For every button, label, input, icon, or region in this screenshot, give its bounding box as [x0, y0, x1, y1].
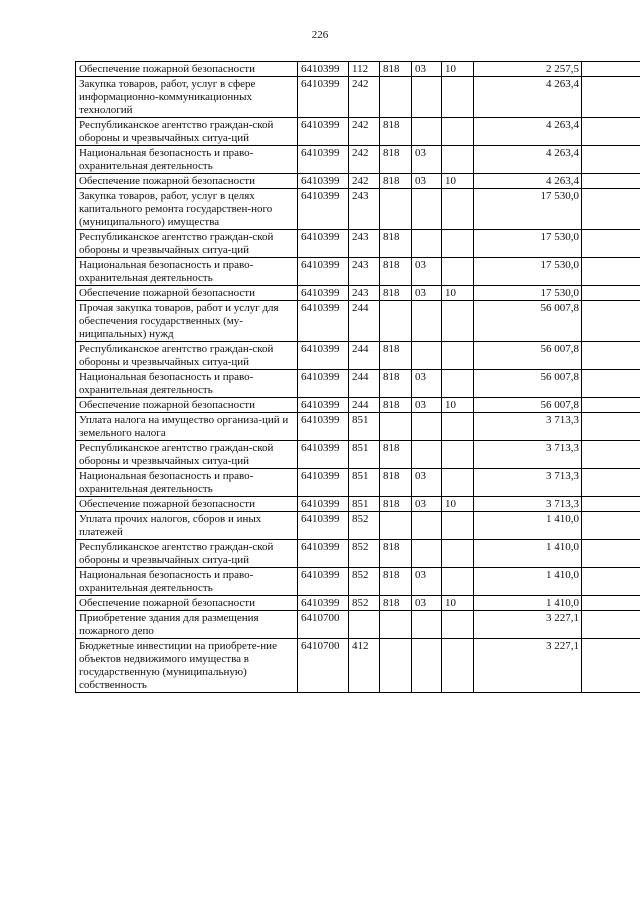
row-grbs-cell: 818 [380, 342, 412, 370]
row-rz-cell [412, 189, 442, 230]
row-vr-cell: 242 [349, 118, 380, 146]
row-pr-cell [442, 77, 474, 118]
budget-table [75, 61, 640, 693]
row-name-cell: Обеспечение пожарной безопасности [76, 596, 298, 611]
table-row [76, 469, 640, 497]
row-grbs-cell [380, 301, 412, 342]
row-grbs-cell: 818 [380, 596, 412, 611]
row-csr-cell: 6410399 [298, 286, 349, 301]
row-name-cell: Республиканское агентство граждан-ской обороны и чрезвычайных ситуа-ций [76, 342, 298, 370]
row-pr-cell [442, 230, 474, 258]
row-sum-cell: 3 227,1 [474, 611, 582, 639]
table-row [76, 441, 640, 469]
table-row [76, 342, 640, 370]
row-vr-cell: 852 [349, 568, 380, 596]
row-sum-cell: 1 410,0 [474, 596, 582, 611]
row-csr-cell: 6410399 [298, 512, 349, 540]
row-name-cell: Обеспечение пожарной безопасности [76, 398, 298, 413]
row-csr-cell: 6410399 [298, 568, 349, 596]
row-grbs-cell: 818 [380, 230, 412, 258]
row-csr-cell: 6410399 [298, 301, 349, 342]
table-row [76, 413, 640, 441]
row-rz-cell [412, 639, 442, 693]
row-grbs-cell [380, 639, 412, 693]
row-sum-cell: 17 530,0 [474, 189, 582, 230]
table-row [76, 370, 640, 398]
row-grbs-cell: 818 [380, 174, 412, 189]
row-empty-cell [582, 540, 640, 568]
row-name-cell: Национальная безопасность и право-охранительная деятельность [76, 370, 298, 398]
row-csr-cell: 6410399 [298, 174, 349, 189]
row-vr-cell: 851 [349, 441, 380, 469]
row-csr-cell: 6410399 [298, 342, 349, 370]
table-row [76, 118, 640, 146]
table-row [76, 611, 640, 639]
row-vr-cell: 851 [349, 413, 380, 441]
row-pr-cell [442, 611, 474, 639]
row-empty-cell [582, 441, 640, 469]
row-pr-cell: 10 [442, 497, 474, 512]
table-row [76, 174, 640, 189]
row-name-cell: Национальная безопасность и право-охранительная деятельность [76, 146, 298, 174]
row-grbs-cell: 818 [380, 497, 412, 512]
row-pr-cell: 10 [442, 286, 474, 301]
row-empty-cell [582, 258, 640, 286]
row-empty-cell [582, 639, 640, 693]
row-grbs-cell: 818 [380, 568, 412, 596]
row-grbs-cell: 818 [380, 441, 412, 469]
row-csr-cell: 6410399 [298, 398, 349, 413]
row-vr-cell: 852 [349, 512, 380, 540]
row-grbs-cell [380, 413, 412, 441]
row-csr-cell: 6410399 [298, 540, 349, 568]
row-pr-cell [442, 540, 474, 568]
row-rz-cell [412, 230, 442, 258]
row-csr-cell: 6410399 [298, 146, 349, 174]
table-row [76, 258, 640, 286]
row-name-cell: Обеспечение пожарной безопасности [76, 497, 298, 512]
row-sum-cell: 1 410,0 [474, 540, 582, 568]
row-rz-cell [412, 512, 442, 540]
row-sum-cell: 17 530,0 [474, 258, 582, 286]
row-rz-cell [412, 413, 442, 441]
row-empty-cell [582, 301, 640, 342]
row-name-cell: Закупка товаров, работ, услуг в сфере информационно-коммуникационных технологий [76, 77, 298, 118]
row-name-cell: Приобретение здания для размещения пожарного депо [76, 611, 298, 639]
row-vr-cell: 244 [349, 301, 380, 342]
table-row [76, 568, 640, 596]
row-rz-cell [412, 342, 442, 370]
row-vr-cell: 242 [349, 77, 380, 118]
row-rz-cell: 03 [412, 568, 442, 596]
row-sum-cell: 3 713,3 [474, 497, 582, 512]
row-sum-cell: 4 263,4 [474, 174, 582, 189]
row-grbs-cell: 818 [380, 258, 412, 286]
row-vr-cell: 243 [349, 189, 380, 230]
row-vr-cell: 243 [349, 258, 380, 286]
row-csr-cell: 6410399 [298, 118, 349, 146]
row-csr-cell: 6410399 [298, 370, 349, 398]
row-sum-cell: 2 257,5 [474, 62, 582, 77]
row-name-cell: Уплата налога на имущество организа-ций и земельного налога [76, 413, 298, 441]
table-row [76, 62, 640, 77]
row-rz-cell: 03 [412, 146, 442, 174]
row-csr-cell: 6410399 [298, 258, 349, 286]
table-row [76, 512, 640, 540]
row-vr-cell: 242 [349, 146, 380, 174]
row-empty-cell [582, 62, 640, 77]
row-pr-cell: 10 [442, 62, 474, 77]
row-grbs-cell: 818 [380, 286, 412, 301]
row-sum-cell: 17 530,0 [474, 286, 582, 301]
row-vr-cell: 851 [349, 469, 380, 497]
row-sum-cell: 4 263,4 [474, 146, 582, 174]
row-name-cell: Национальная безопасность и право-охранительная деятельность [76, 469, 298, 497]
row-pr-cell [442, 258, 474, 286]
row-name-cell: Обеспечение пожарной безопасности [76, 62, 298, 77]
row-rz-cell [412, 301, 442, 342]
row-vr-cell: 412 [349, 639, 380, 693]
row-pr-cell [442, 441, 474, 469]
row-vr-cell: 243 [349, 230, 380, 258]
table-row [76, 77, 640, 118]
row-csr-cell: 6410399 [298, 441, 349, 469]
row-pr-cell [442, 413, 474, 441]
row-grbs-cell: 818 [380, 370, 412, 398]
row-sum-cell: 56 007,8 [474, 398, 582, 413]
row-csr-cell: 6410399 [298, 62, 349, 77]
row-grbs-cell: 818 [380, 398, 412, 413]
row-name-cell: Бюджетные инвестиции на приобрете-ние объектов недвижимого имущества в государственную (муниципальную) собственность [76, 639, 298, 693]
row-empty-cell [582, 146, 640, 174]
row-empty-cell [582, 370, 640, 398]
row-vr-cell: 112 [349, 62, 380, 77]
row-rz-cell [412, 540, 442, 568]
row-empty-cell [582, 174, 640, 189]
row-sum-cell: 4 263,4 [474, 118, 582, 146]
row-empty-cell [582, 596, 640, 611]
row-empty-cell [582, 230, 640, 258]
row-csr-cell: 6410399 [298, 413, 349, 441]
row-vr-cell: 852 [349, 596, 380, 611]
row-rz-cell: 03 [412, 370, 442, 398]
table-row [76, 398, 640, 413]
row-empty-cell [582, 413, 640, 441]
row-pr-cell [442, 301, 474, 342]
row-pr-cell [442, 189, 474, 230]
row-empty-cell [582, 286, 640, 301]
row-sum-cell: 3 713,3 [474, 413, 582, 441]
row-name-cell: Республиканское агентство граждан-ской обороны и чрезвычайных ситуа-ций [76, 230, 298, 258]
row-pr-cell [442, 118, 474, 146]
row-csr-cell: 6410700 [298, 611, 349, 639]
row-sum-cell: 17 530,0 [474, 230, 582, 258]
row-pr-cell [442, 469, 474, 497]
row-empty-cell [582, 568, 640, 596]
row-vr-cell: 244 [349, 398, 380, 413]
row-rz-cell [412, 611, 442, 639]
row-name-cell: Прочая закупка товаров, работ и услуг для обеспечения государственных (му-ниципальных) нужд [76, 301, 298, 342]
row-csr-cell: 6410399 [298, 77, 349, 118]
row-empty-cell [582, 611, 640, 639]
table-row [76, 497, 640, 512]
row-sum-cell: 3 713,3 [474, 469, 582, 497]
table-row [76, 189, 640, 230]
row-grbs-cell: 818 [380, 118, 412, 146]
row-sum-cell: 56 007,8 [474, 370, 582, 398]
row-sum-cell: 3 713,3 [474, 441, 582, 469]
row-csr-cell: 6410399 [298, 469, 349, 497]
row-pr-cell [442, 639, 474, 693]
row-vr-cell: 244 [349, 342, 380, 370]
row-grbs-cell: 818 [380, 62, 412, 77]
row-name-cell: Национальная безопасность и право-охранительная деятельность [76, 258, 298, 286]
row-grbs-cell [380, 77, 412, 118]
row-empty-cell [582, 77, 640, 118]
table-row [76, 146, 640, 174]
page-number: 226 [311, 29, 329, 41]
row-sum-cell: 1 410,0 [474, 568, 582, 596]
row-pr-cell [442, 568, 474, 596]
row-name-cell: Республиканское агентство граждан-ской обороны и чрезвычайных ситуа-ций [76, 441, 298, 469]
row-name-cell: Республиканское агентство граждан-ской обороны и чрезвычайных ситуа-ций [76, 118, 298, 146]
table-row [76, 286, 640, 301]
row-sum-cell: 56 007,8 [474, 301, 582, 342]
table-row [76, 639, 640, 693]
row-name-cell: Республиканское агентство граждан-ской обороны и чрезвычайных ситуа-ций [76, 540, 298, 568]
row-vr-cell: 851 [349, 497, 380, 512]
row-name-cell: Уплата прочих налогов, сборов и иных платежей [76, 512, 298, 540]
row-name-cell: Закупка товаров, работ, услуг в целях капитального ремонта государствен-ного (муниципального) имущества [76, 189, 298, 230]
row-rz-cell: 03 [412, 398, 442, 413]
row-csr-cell: 6410399 [298, 596, 349, 611]
row-pr-cell: 10 [442, 398, 474, 413]
row-grbs-cell [380, 512, 412, 540]
table-row [76, 301, 640, 342]
table-row [76, 540, 640, 568]
row-empty-cell [582, 512, 640, 540]
row-rz-cell [412, 441, 442, 469]
table-row [76, 230, 640, 258]
row-rz-cell: 03 [412, 497, 442, 512]
row-sum-cell: 56 007,8 [474, 342, 582, 370]
row-empty-cell [582, 118, 640, 146]
row-rz-cell: 03 [412, 469, 442, 497]
row-pr-cell: 10 [442, 174, 474, 189]
row-csr-cell: 6410399 [298, 189, 349, 230]
row-csr-cell: 6410700 [298, 639, 349, 693]
row-rz-cell: 03 [412, 258, 442, 286]
row-rz-cell [412, 77, 442, 118]
row-empty-cell [582, 342, 640, 370]
row-grbs-cell [380, 611, 412, 639]
row-vr-cell: 242 [349, 174, 380, 189]
row-rz-cell: 03 [412, 596, 442, 611]
row-sum-cell: 1 410,0 [474, 512, 582, 540]
table-row [76, 596, 640, 611]
row-empty-cell [582, 469, 640, 497]
row-pr-cell: 10 [442, 596, 474, 611]
row-csr-cell: 6410399 [298, 497, 349, 512]
row-vr-cell [349, 611, 380, 639]
row-sum-cell: 3 227,1 [474, 639, 582, 693]
row-empty-cell [582, 497, 640, 512]
row-grbs-cell [380, 189, 412, 230]
row-grbs-cell: 818 [380, 540, 412, 568]
row-vr-cell: 852 [349, 540, 380, 568]
row-csr-cell: 6410399 [298, 230, 349, 258]
row-pr-cell [442, 512, 474, 540]
row-rz-cell: 03 [412, 286, 442, 301]
row-empty-cell [582, 398, 640, 413]
row-pr-cell [442, 146, 474, 174]
row-rz-cell: 03 [412, 174, 442, 189]
row-name-cell: Обеспечение пожарной безопасности [76, 174, 298, 189]
row-vr-cell: 244 [349, 370, 380, 398]
row-pr-cell [442, 342, 474, 370]
row-sum-cell: 4 263,4 [474, 77, 582, 118]
row-rz-cell: 03 [412, 62, 442, 77]
row-rz-cell [412, 118, 442, 146]
row-pr-cell [442, 370, 474, 398]
row-grbs-cell: 818 [380, 469, 412, 497]
row-name-cell: Обеспечение пожарной безопасности [76, 286, 298, 301]
row-vr-cell: 243 [349, 286, 380, 301]
row-name-cell: Национальная безопасность и право-охранительная деятельность [76, 568, 298, 596]
row-empty-cell [582, 189, 640, 230]
row-grbs-cell: 818 [380, 146, 412, 174]
